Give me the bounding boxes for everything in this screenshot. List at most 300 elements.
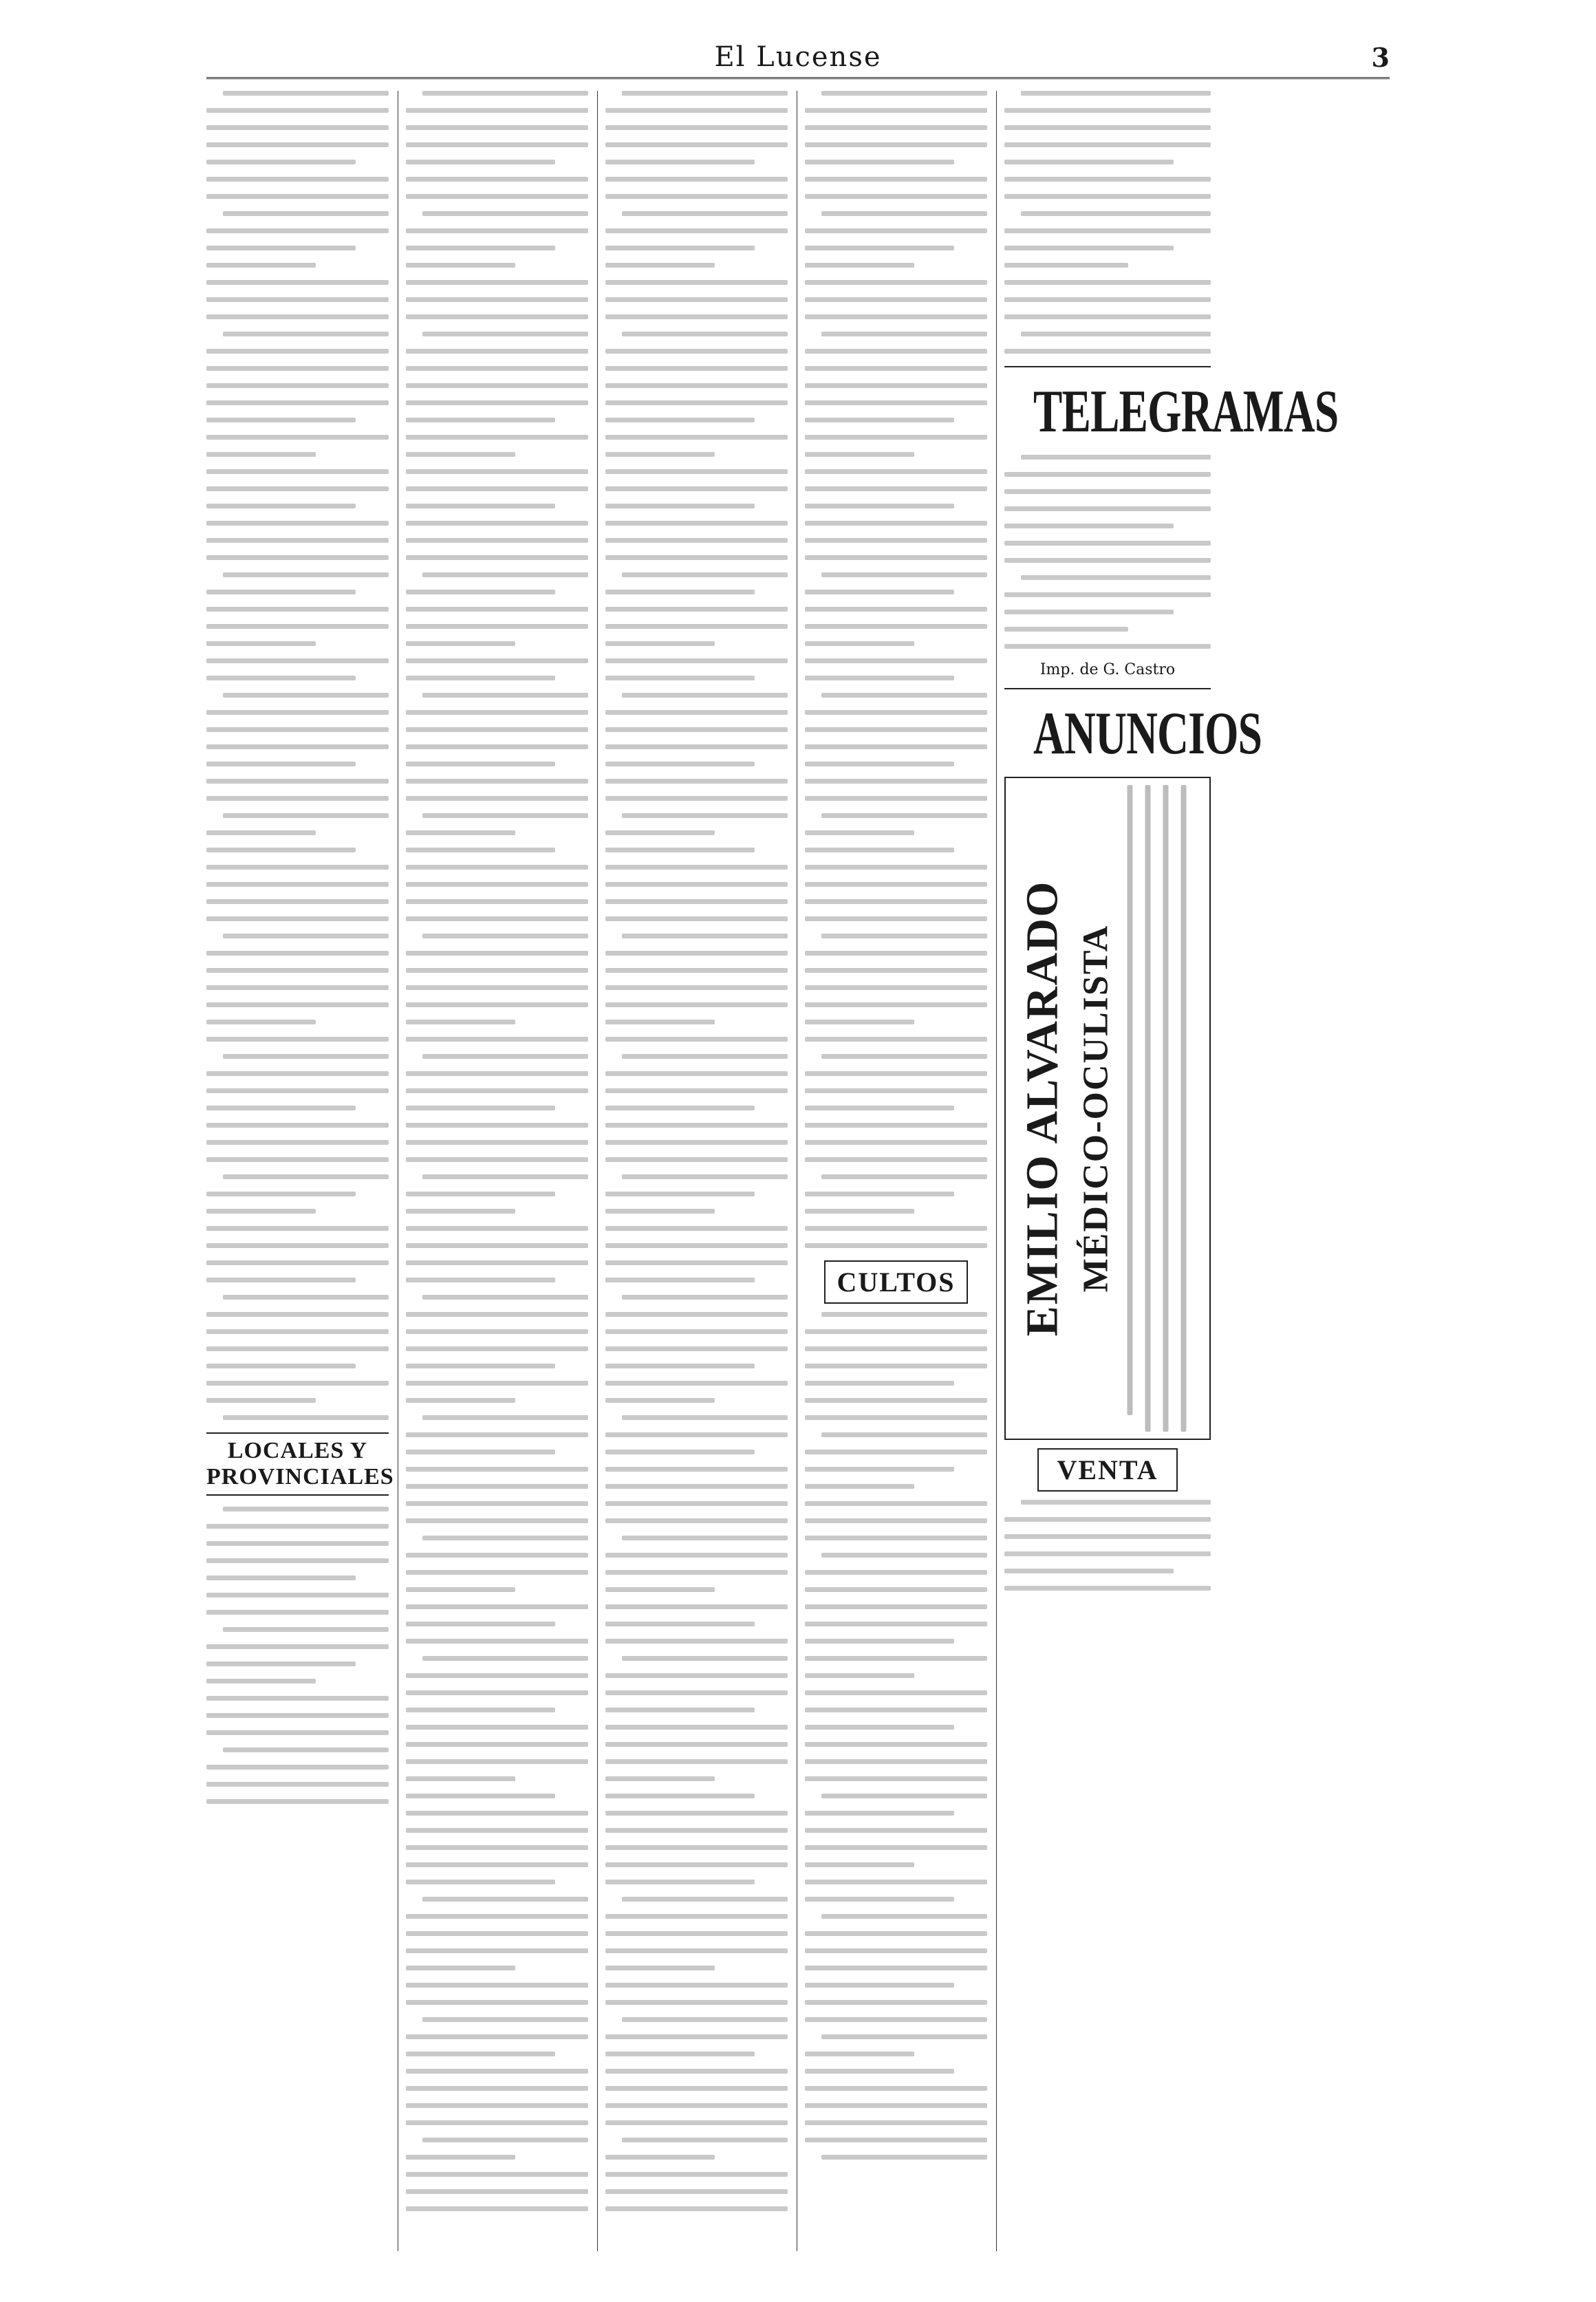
illegible-text-line xyxy=(206,1346,389,1351)
illegible-text-line xyxy=(622,1415,788,1420)
illegible-text-line xyxy=(223,572,389,577)
illegible-text-line xyxy=(406,2120,588,2125)
illegible-text-line xyxy=(206,1644,389,1649)
illegible-text-line xyxy=(622,211,788,216)
illegible-text-line xyxy=(821,2034,987,2039)
illegible-text-line xyxy=(805,314,987,319)
illegible-text-line xyxy=(605,2069,788,2074)
illegible-text-line xyxy=(1004,1534,1211,1539)
illegible-text-line xyxy=(805,1243,987,1248)
illegible-text-line xyxy=(406,916,588,921)
illegible-text-line xyxy=(605,314,788,319)
illegible-text-line xyxy=(605,521,788,526)
illegible-text-line xyxy=(622,332,788,336)
illegible-text-line xyxy=(605,228,788,233)
illegible-text-line xyxy=(605,400,788,405)
newspaper-title: El Lucense xyxy=(714,41,882,73)
illegible-text-line xyxy=(605,2034,788,2039)
illegible-text-line xyxy=(605,2052,755,2056)
illegible-text-line xyxy=(406,1828,588,1833)
illegible-text-line xyxy=(1004,194,1211,199)
illegible-text-line xyxy=(605,1708,755,1712)
illegible-text-line xyxy=(605,177,788,182)
illegible-text-line xyxy=(805,779,987,784)
illegible-text-line xyxy=(206,504,356,508)
illegible-text-line xyxy=(605,1260,788,1265)
section-heading-telegrams: TELEGRAMAS xyxy=(1033,378,1339,445)
illegible-text-line xyxy=(223,211,389,216)
illegible-text-line xyxy=(406,727,588,732)
illegible-text-block xyxy=(206,1507,389,1804)
illegible-text-line xyxy=(805,968,987,973)
illegible-text-line xyxy=(821,813,987,818)
illegible-text-line xyxy=(223,1747,389,1752)
column-3 xyxy=(605,91,788,2251)
column-divider xyxy=(597,91,598,2251)
illegible-text-line xyxy=(805,1071,987,1076)
illegible-text-line xyxy=(805,1518,987,1523)
illegible-text-line xyxy=(406,1845,588,1850)
illegible-text-line xyxy=(605,1983,788,1988)
illegible-text-line xyxy=(1004,644,1211,649)
illegible-text-line xyxy=(206,1020,316,1024)
illegible-text-line xyxy=(605,280,788,285)
illegible-text-line xyxy=(805,366,987,371)
illegible-text-line xyxy=(406,108,588,113)
illegible-text-line xyxy=(805,2017,987,2022)
illegible-text-line xyxy=(805,1364,987,1368)
illegible-text-line xyxy=(805,744,987,749)
illegible-text-line xyxy=(206,366,389,371)
illegible-text-line xyxy=(605,1587,715,1592)
imprint-line: Imp. de G. Castro xyxy=(1039,661,1176,678)
illegible-text-line xyxy=(206,1123,389,1128)
illegible-text-line xyxy=(605,624,788,629)
advertiser-profession: MÉDICO-OCULISTA xyxy=(1076,924,1116,1293)
illegible-text-line xyxy=(206,1575,356,1580)
illegible-text-line xyxy=(605,160,755,164)
illegible-text-line xyxy=(1004,297,1211,302)
illegible-text-line xyxy=(406,1071,588,1076)
illegible-text-line xyxy=(1004,280,1211,285)
illegible-text-line xyxy=(605,555,788,560)
illegible-text-line xyxy=(821,332,987,336)
illegible-text-line xyxy=(622,693,788,698)
illegible-text-line xyxy=(206,125,389,130)
illegible-text-line xyxy=(605,882,788,887)
illegible-text-line xyxy=(1021,575,1211,580)
column-area xyxy=(206,91,1390,2251)
illegible-text-line xyxy=(622,1656,788,1661)
section-heading-local-news: LOCALES Y PROVINCIALES xyxy=(206,1432,389,1496)
illegible-text-line xyxy=(406,2000,588,2005)
illegible-text-line xyxy=(406,1364,555,1368)
illegible-text-line xyxy=(406,1037,588,1042)
illegible-text-line xyxy=(206,521,389,526)
illegible-text-line xyxy=(605,1725,788,1730)
illegible-text-line xyxy=(206,538,389,543)
illegible-text-line xyxy=(406,486,588,491)
illegible-text-line xyxy=(406,1209,515,1214)
illegible-text-line xyxy=(805,469,987,474)
illegible-text-line xyxy=(605,2172,788,2177)
illegible-text-line xyxy=(1021,91,1211,96)
illegible-text-line xyxy=(805,2000,987,2005)
illegible-text-line xyxy=(805,160,954,164)
illegible-text-line xyxy=(605,1673,788,1678)
illegible-text-line xyxy=(605,297,788,302)
illegible-text-line xyxy=(805,1931,987,1936)
illegible-text-line xyxy=(206,779,389,784)
illegible-text-line xyxy=(805,504,954,508)
illegible-text-line xyxy=(805,2120,987,2125)
illegible-text-line xyxy=(206,1713,389,1718)
illegible-text-line xyxy=(805,1329,987,1334)
illegible-text-line xyxy=(805,1226,987,1231)
illegible-text-line xyxy=(605,830,715,835)
illegible-text-line xyxy=(406,607,588,612)
illegible-text-line xyxy=(1004,108,1211,113)
illegible-text-line xyxy=(1004,558,1211,563)
illegible-text-line xyxy=(605,744,788,749)
illegible-text-line xyxy=(805,1501,987,1506)
illegible-text-line xyxy=(406,435,588,440)
illegible-text-line xyxy=(605,1123,788,1128)
illegible-text-line xyxy=(1128,785,1133,1415)
illegible-text-line xyxy=(605,1966,715,1970)
illegible-text-line xyxy=(821,1174,987,1179)
illegible-text-line xyxy=(406,1020,515,1024)
page-number: 3 xyxy=(1371,42,1390,73)
illegible-text-line xyxy=(406,2069,588,2074)
illegible-text-line xyxy=(605,504,755,508)
illegible-text-line xyxy=(1021,332,1211,336)
illegible-text-line xyxy=(605,1346,788,1351)
illegible-text-line xyxy=(605,1157,788,1162)
illegible-text-line xyxy=(805,1192,954,1196)
illegible-text-line xyxy=(422,1295,588,1300)
illegible-text-line xyxy=(605,590,755,594)
illegible-text-line xyxy=(605,1226,788,1231)
section-heading-worship: CULTOS xyxy=(824,1260,969,1304)
illegible-text-line xyxy=(422,332,588,336)
illegible-text-line xyxy=(422,572,588,577)
illegible-text-line xyxy=(406,1622,555,1626)
illegible-text-line xyxy=(206,1002,389,1007)
illegible-text-line xyxy=(605,1811,788,1816)
illegible-text-line xyxy=(206,1679,316,1684)
illegible-text-line xyxy=(422,813,588,818)
illegible-text-line xyxy=(1021,1500,1211,1505)
illegible-text-block xyxy=(1004,1500,1211,1591)
illegible-text-line xyxy=(1004,263,1128,268)
illegible-text-line xyxy=(406,280,588,285)
illegible-text-line xyxy=(406,1312,588,1317)
illegible-text-line xyxy=(406,1381,588,1386)
illegible-text-line xyxy=(605,2206,788,2211)
illegible-text-line xyxy=(406,899,588,904)
illegible-text-line xyxy=(406,2034,588,2039)
illegible-text-line xyxy=(206,676,356,680)
illegible-text-line xyxy=(206,1278,356,1282)
illegible-text-line xyxy=(605,727,788,732)
illegible-text-line xyxy=(206,882,389,887)
illegible-text-line xyxy=(206,1226,389,1231)
illegible-text-line xyxy=(821,1312,987,1317)
illegible-text-line xyxy=(406,383,588,388)
illegible-text-line xyxy=(605,435,788,440)
illegible-text-line xyxy=(605,1450,755,1454)
illegible-text-line xyxy=(406,538,588,543)
illegible-text-line xyxy=(605,1501,788,1506)
divider-rule xyxy=(1004,688,1211,689)
illegible-text-line xyxy=(1004,314,1211,319)
illegible-text-line xyxy=(422,693,588,698)
illegible-text-line xyxy=(406,1346,588,1351)
illegible-text-line xyxy=(805,1467,954,1472)
illegible-text-line xyxy=(605,1604,788,1609)
illegible-text-line xyxy=(605,1088,788,1093)
illegible-text-line xyxy=(605,142,788,147)
illegible-text-line xyxy=(206,1799,389,1804)
illegible-text-line xyxy=(406,2189,588,2194)
illegible-text-line xyxy=(206,1593,389,1598)
illegible-text-line xyxy=(406,125,588,130)
illegible-text-line xyxy=(805,1209,914,1214)
illegible-text-line xyxy=(406,1501,588,1506)
illegible-text-line xyxy=(206,624,389,629)
illegible-text-line xyxy=(223,1507,389,1512)
illegible-text-line xyxy=(805,521,987,526)
illegible-text-line xyxy=(805,1948,987,1953)
illegible-text-line xyxy=(223,1174,389,1179)
illegible-text-line xyxy=(206,555,389,560)
illegible-text-line xyxy=(206,435,389,440)
illegible-text-line xyxy=(1004,489,1211,494)
illegible-text-line xyxy=(605,1243,788,1248)
illegible-text-line xyxy=(406,796,588,801)
illegible-text-line xyxy=(406,2086,588,2091)
illegible-text-line xyxy=(805,916,987,921)
illegible-text-line xyxy=(622,2017,788,2022)
column-2 xyxy=(406,91,588,2251)
illegible-text-line xyxy=(605,2120,788,2125)
illegible-text-line xyxy=(206,160,356,164)
illegible-text-line xyxy=(206,418,356,422)
illegible-text-line xyxy=(805,142,987,147)
illegible-text-line xyxy=(406,676,555,680)
illegible-text-line xyxy=(206,1381,389,1386)
illegible-text-line xyxy=(406,2172,588,2177)
divider-rule xyxy=(1004,366,1211,367)
illegible-text-line xyxy=(805,1587,987,1592)
illegible-text-line xyxy=(805,177,987,182)
illegible-text-line xyxy=(406,744,588,749)
illegible-text-line xyxy=(406,1587,515,1592)
illegible-text-line xyxy=(605,676,755,680)
illegible-text-line xyxy=(223,332,389,336)
illegible-text-line xyxy=(805,1398,987,1403)
illegible-text-line xyxy=(805,830,914,835)
illegible-text-line xyxy=(422,1897,588,1902)
illegible-text-line xyxy=(605,125,788,130)
illegible-text-line xyxy=(406,830,515,835)
illegible-text-line xyxy=(805,349,987,354)
illegible-text-line xyxy=(206,727,389,732)
illegible-text-line xyxy=(622,1295,788,1300)
illegible-text-line xyxy=(406,504,555,508)
illegible-text-line xyxy=(605,469,788,474)
illegible-text-line xyxy=(805,1759,987,1764)
illegible-text-line xyxy=(406,1123,588,1128)
illegible-text-line xyxy=(605,2086,788,2091)
illegible-text-line xyxy=(821,1054,987,1059)
illegible-text-line xyxy=(206,228,389,233)
illegible-text-line xyxy=(1021,211,1211,216)
illegible-text-line xyxy=(406,658,588,663)
illegible-text-line xyxy=(622,934,788,938)
illegible-text-line xyxy=(605,1862,788,1867)
illegible-text-line xyxy=(1004,349,1211,354)
illegible-text-line xyxy=(422,2017,588,2022)
illegible-text-line xyxy=(605,658,788,663)
illegible-text-line xyxy=(406,968,588,973)
illegible-text-line xyxy=(605,607,788,612)
illegible-text-line xyxy=(406,263,515,268)
illegible-text-line xyxy=(805,641,914,646)
illegible-text-line xyxy=(605,968,788,973)
illegible-text-line xyxy=(1004,160,1174,164)
illegible-text-line xyxy=(821,1553,987,1558)
illegible-text-line xyxy=(406,848,555,852)
illegible-text-line xyxy=(605,263,715,268)
illegible-text-line xyxy=(805,1897,954,1902)
illegible-text-line xyxy=(406,1484,588,1489)
illegible-text-line xyxy=(805,1415,987,1420)
illegible-text-line xyxy=(805,435,987,440)
illegible-text-line xyxy=(622,1054,788,1059)
illegible-text-line xyxy=(406,1862,588,1867)
illegible-text-block xyxy=(1004,455,1211,649)
illegible-text-line xyxy=(1004,1586,1211,1591)
illegible-text-line xyxy=(805,555,987,560)
illegible-text-line xyxy=(406,1002,588,1007)
illegible-text-line xyxy=(605,486,788,491)
illegible-text-line xyxy=(406,1983,588,1988)
illegible-text-line xyxy=(223,1627,389,1632)
illegible-text-line xyxy=(805,2138,987,2142)
illegible-text-line xyxy=(206,830,316,835)
illegible-text-line xyxy=(206,1192,356,1196)
illegible-text-line xyxy=(406,779,588,784)
column-5 xyxy=(1004,91,1339,2251)
illegible-text-line xyxy=(605,1209,715,1214)
illegible-text-line xyxy=(406,1690,588,1695)
illegible-text-line xyxy=(406,1329,588,1334)
illegible-text-line xyxy=(622,813,788,818)
illegible-text-line xyxy=(605,1639,788,1644)
illegible-text-line xyxy=(805,418,954,422)
illegible-text-block xyxy=(1128,785,1187,1432)
illegible-text-line xyxy=(805,1450,987,1454)
illegible-text-line xyxy=(805,400,987,405)
illegible-text-line xyxy=(206,762,356,766)
illegible-text-line xyxy=(605,1794,755,1798)
illegible-text-line xyxy=(605,1518,788,1523)
illegible-text-line xyxy=(805,848,954,852)
illegible-text-line xyxy=(805,1157,987,1162)
illegible-text-line xyxy=(406,985,588,990)
illegible-text-line xyxy=(406,1432,588,1437)
illegible-text-line xyxy=(805,1708,987,1712)
illegible-text-line xyxy=(206,1037,389,1042)
illegible-text-line xyxy=(406,1948,588,1953)
illegible-text-line xyxy=(605,1690,788,1695)
illegible-text-line xyxy=(223,1415,389,1420)
illegible-text-line xyxy=(406,555,588,560)
illegible-text-line xyxy=(206,848,356,852)
illegible-text-line xyxy=(605,366,788,371)
illegible-text-line xyxy=(1004,1569,1174,1573)
illegible-text-line xyxy=(605,1398,715,1403)
oculist-advertisement xyxy=(1004,777,1211,1440)
illegible-text-line xyxy=(206,1088,389,1093)
illegible-text-line xyxy=(422,1656,588,1661)
illegible-text-line xyxy=(821,1432,987,1437)
illegible-text-line xyxy=(805,1811,954,1816)
illegible-text-line xyxy=(206,1541,389,1546)
illegible-text-line xyxy=(206,1661,356,1666)
illegible-text-line xyxy=(805,383,987,388)
illegible-text-line xyxy=(805,246,954,250)
illegible-text-line xyxy=(605,2103,788,2108)
illegible-text-line xyxy=(805,1966,987,1970)
illegible-text-block xyxy=(605,91,788,2211)
illegible-text-line xyxy=(605,1742,788,1747)
illegible-text-line xyxy=(805,865,987,870)
illegible-text-line xyxy=(206,899,389,904)
illegible-text-line xyxy=(605,349,788,354)
illegible-text-line xyxy=(805,796,987,801)
illegible-text-line xyxy=(605,1845,788,1850)
illegible-text-line xyxy=(605,246,755,250)
illegible-text-line xyxy=(406,2103,588,2108)
illegible-text-line xyxy=(605,1312,788,1317)
illegible-text-line xyxy=(406,1811,588,1816)
illegible-text-line xyxy=(1021,455,1211,460)
illegible-text-line xyxy=(406,349,588,354)
illegible-text-line xyxy=(821,693,987,698)
illegible-text-line xyxy=(605,1948,788,1953)
illegible-text-line xyxy=(406,1725,588,1730)
illegible-text-line xyxy=(805,710,987,715)
illegible-text-line xyxy=(1004,125,1211,130)
illegible-text-line xyxy=(406,1518,588,1523)
illegible-text-line xyxy=(406,1192,555,1196)
illegible-text-line xyxy=(805,108,987,113)
illegible-text-line xyxy=(1145,785,1151,1432)
illegible-text-line xyxy=(206,246,356,250)
illegible-text-line xyxy=(622,572,788,577)
illegible-text-line xyxy=(805,607,987,612)
illegible-text-line xyxy=(406,1742,588,1747)
masthead xyxy=(206,28,1390,79)
illegible-text-line xyxy=(406,1226,588,1231)
illegible-text-line xyxy=(805,1656,987,1661)
illegible-text-line xyxy=(605,1776,715,1781)
illegible-text-line xyxy=(406,1914,588,1919)
illegible-text-line xyxy=(223,1054,389,1059)
